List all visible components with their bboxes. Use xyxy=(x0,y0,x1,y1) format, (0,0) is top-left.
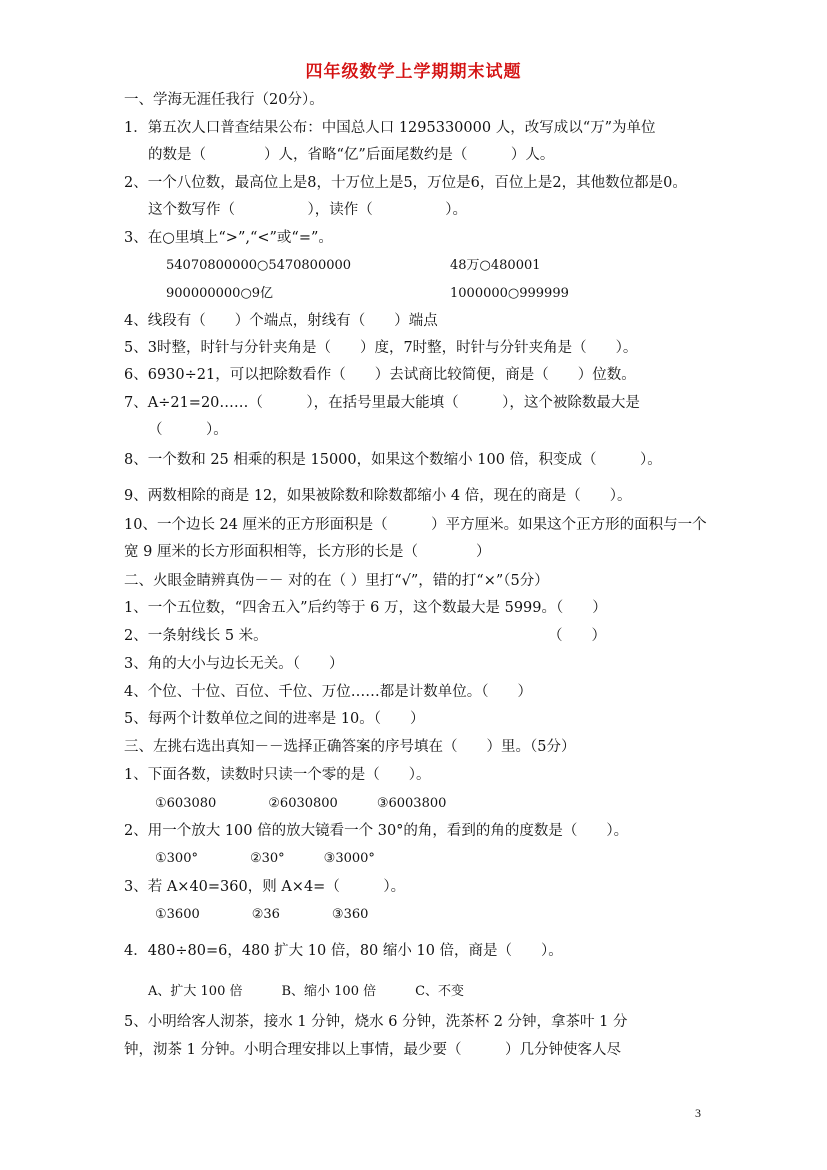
page-number: 3 xyxy=(695,1106,701,1120)
judge-2-bracket: （ ） xyxy=(548,628,606,644)
choice-3: 3、若 A×40=360，则 A×4=（ ）。 xyxy=(124,879,406,895)
question-10-line-2: 宽 9 厘米的长方形面积相等，长方形的长是（ ） xyxy=(124,544,491,560)
choice-5-line-2: 钟，沏茶 1 分钟。小明合理安排以上事情，最少要（ ）几分钟使客人尽 xyxy=(124,1042,621,1058)
choice-1: 1、下面各数，读数时只读一个零的是（ ）。 xyxy=(124,767,431,783)
question-2-line-1: 2、一个八位数，最高位上是8，十万位上是5，万位是6，百位上是2，其他数位都是0。 xyxy=(124,175,687,191)
question-6: 6、6930÷21，可以把除数看作（ ）去试商比较简便，商是（ ）位数。 xyxy=(124,367,636,383)
choice-2-options: ①300° ②30° ③3000° xyxy=(155,851,375,866)
choice-5-line-1: 5、小明给客人沏茶，接水 1 分钟，烧水 6 分钟，洗茶杯 2 分钟，拿茶叶 1 分 xyxy=(124,1014,628,1030)
compare-item-4: 1000000○999999 xyxy=(450,286,569,301)
question-1-line-1: 1．第五次人口普查结果公布：中国总人口 1295330000 人，改写成以“万”为单位 xyxy=(124,120,656,136)
question-7-line-2: （ ）。 xyxy=(148,422,228,438)
question-4: 4、线段有（ ）个端点，射线有（ ）端点 xyxy=(124,313,438,329)
page-title: 四年级数学上学期期末试题 xyxy=(305,62,522,82)
compare-item-1: 54070800000○5470800000 xyxy=(166,258,352,273)
choice-4: 4．480÷80=6，480 扩大 10 倍，80 缩小 10 倍，商是（ ）。 xyxy=(124,943,563,959)
choice-2: 2、用一个放大 100 倍的放大镜看一个 30°的角，看到的角的度数是（ ）。 xyxy=(124,823,629,839)
question-10-line-1: 10、一个边长 24 厘米的正方形面积是（ ）平方厘米。如果这个正方形的面积与一个 xyxy=(124,517,707,533)
question-8: 8、一个数和 25 相乘的积是 15000，如果这个数缩小 100 倍，积变成（ ）。 xyxy=(124,452,662,468)
question-3: 3、在○里填上“>”,“<”或“=”。 xyxy=(124,230,333,246)
compare-item-2: 48万○480001 xyxy=(450,258,541,273)
question-2-line-2: 这个数写作（ ），读作（ ）。 xyxy=(148,202,467,218)
section-2-heading: 二、火眼金睛辨真伪－－ 对的在（ ）里打“√”，错的打“×”（5分） xyxy=(124,573,549,589)
judge-5: 5、每两个计数单位之间的进率是 10。（ ） xyxy=(124,711,425,727)
judge-2: 2、一条射线长 5 米。 xyxy=(124,628,268,644)
choice-1-options: ①603080 ②6030800 ③6003800 xyxy=(155,796,447,811)
question-7-line-1: 7、A÷21=20……（ ），在括号里最大能填（ ），这个被除数最大是 xyxy=(124,395,640,411)
question-1-line-2: 的数是（ ）人，省略“亿”后面尾数约是（ ）人。 xyxy=(148,147,555,163)
choice-4-options: A、扩大 100 倍 B、缩小 100 倍 C、不变 xyxy=(148,984,465,999)
question-9: 9、两数相除的商是 12，如果被除数和除数都缩小 4 倍，现在的商是（ ）。 xyxy=(124,488,632,504)
judge-4: 4、个位、十位、百位、千位、万位……都是计数单位。（ ） xyxy=(124,684,532,700)
judge-3: 3、角的大小与边长无关。（ ） xyxy=(124,656,344,672)
compare-item-3: 900000000○9亿 xyxy=(166,286,274,301)
section-1-heading: 一、学海无涯任我行（20分）。 xyxy=(124,92,324,108)
choice-3-options: ①3600 ②36 ③360 xyxy=(155,907,369,922)
question-5: 5、3时整，时针与分针夹角是（ ）度，7时整，时针与分针夹角是（ ）。 xyxy=(124,340,638,356)
section-3-heading: 三、左挑右选出真知－－选择正确答案的序号填在（ ）里。（5分） xyxy=(124,739,576,755)
judge-1: 1、一个五位数，“四舍五入”后约等于 6 万，这个数最大是 5999。（ ） xyxy=(124,600,607,616)
